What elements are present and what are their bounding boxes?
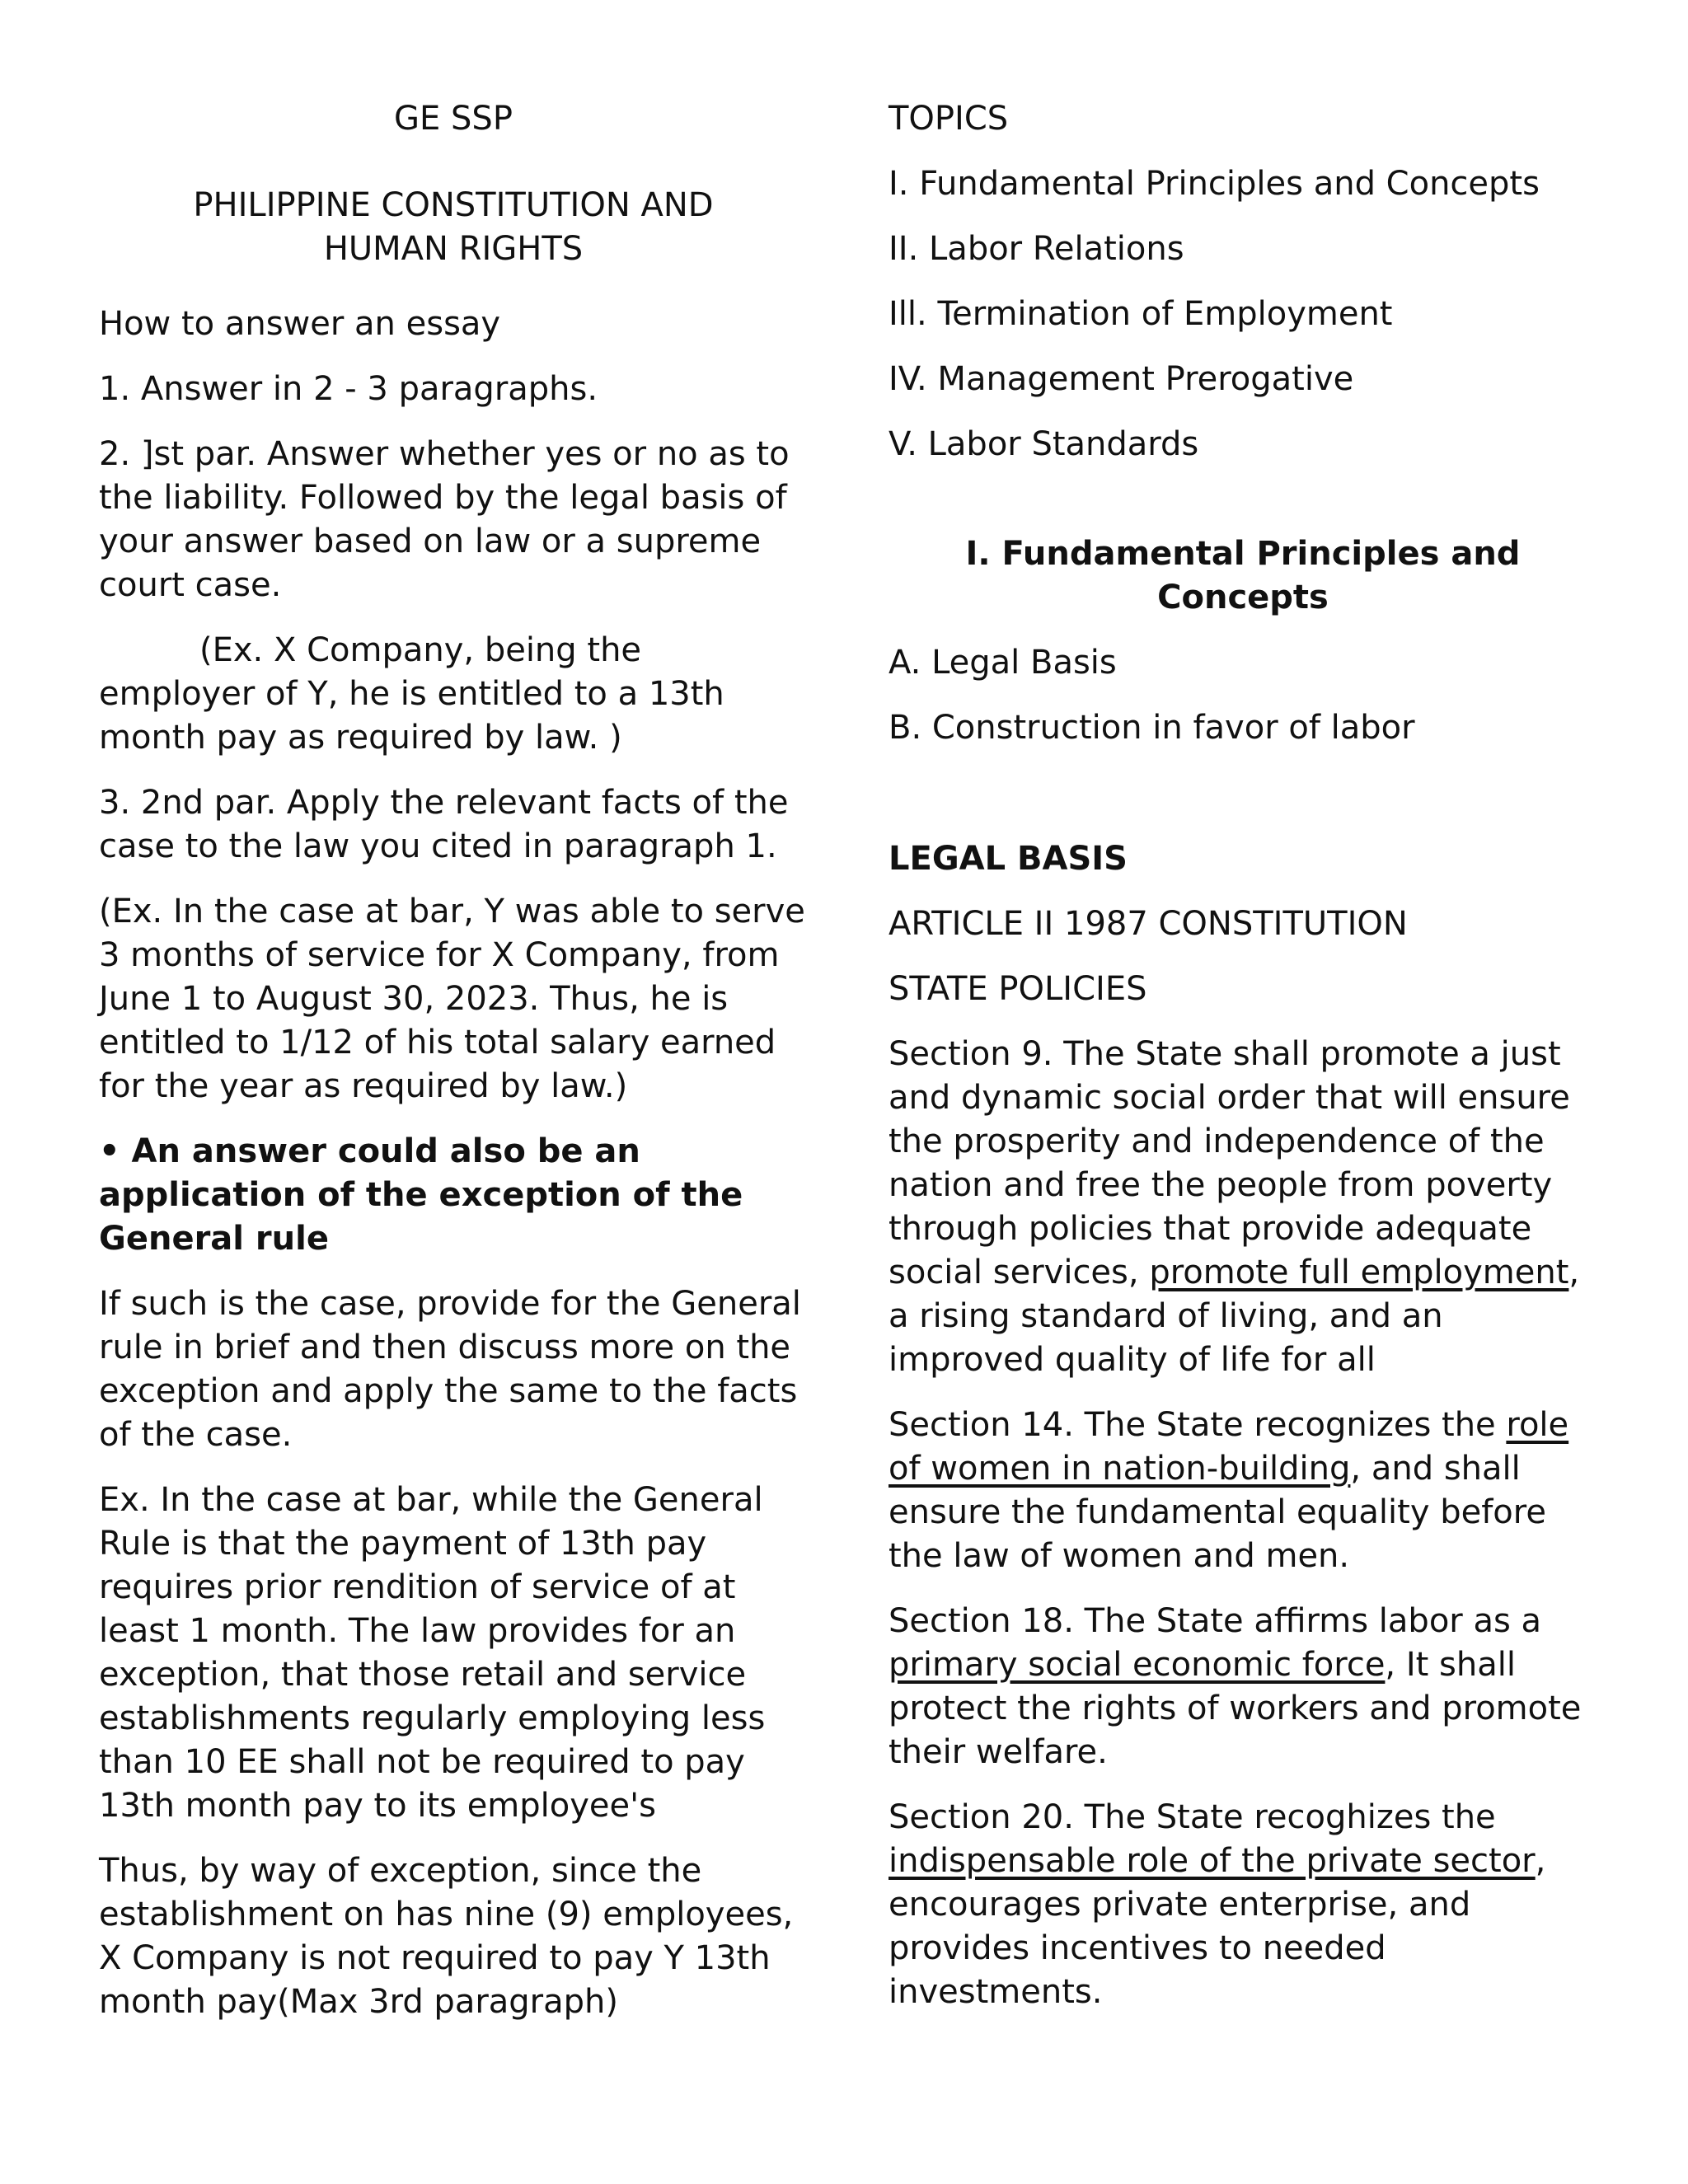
bullet-note-text: • An answer could also be an application of the exception of the General rule: [99, 1132, 743, 1258]
subtopic-item: B. Construction in favor of labor: [889, 709, 1415, 747]
course-title: [99, 184, 808, 271]
section-14-emphasis: role of women in nation-building: [889, 1406, 1569, 1488]
section-18: [889, 1600, 1597, 1774]
left-column: [99, 97, 808, 2046]
instruction-item-2: 2. ]st par. Answer whether yes or no as to the liability. Followed by the legal basis of your answer based on law or a supreme court case.: [99, 435, 790, 604]
section-18-rest: , It shall protect the rights of workers and promote their welfare.: [889, 1646, 1582, 1771]
course-code: GE SSP: [394, 100, 513, 138]
section-14-rest: , and shall ensure the fundamental equality before the law of women and men.: [889, 1450, 1546, 1575]
topic-item: IV. Management Prerogative: [889, 360, 1354, 398]
article-title: ARTICLE II 1987 CONSTITUTION: [889, 905, 1408, 943]
section-9: [889, 1033, 1597, 1382]
section-18-emphasis: primary social economic force: [889, 1646, 1386, 1684]
example-2: (Ex. In the case at bar, Y was able to serve 3 months of service for X Company, from June 1 to August 30, 2023. Thus, he is entitled to 1/12 of his total salary earned for the year as required by law.): [99, 893, 805, 1105]
section-9-rest: , a rising standard of living, and an improved quality of life for all: [889, 1254, 1580, 1379]
example-1: (Ex. X Company, being the employer of Y, he is entitled to a 13th month pay as required by law. ): [99, 631, 724, 757]
topic-item: Ill. Termination of Employment: [889, 295, 1393, 333]
topic-item: II. Labor Relations: [889, 230, 1184, 268]
course-title-line2: HUMAN RIGHTS: [323, 230, 584, 268]
course-title-line1: PHILIPPINE CONSTITUTION AND: [193, 186, 714, 224]
section-18-text: Section 18. The State affirms labor as a: [889, 1602, 1542, 1640]
conclusion-paragraph: Thus, by way of exception, since the establishment on has nine (9) employees, X Company is not required to pay Y 13th month pay(Max 3rd paragraph): [99, 1852, 794, 2021]
state-policies-title: STATE POLICIES: [889, 970, 1147, 1008]
bullet-note: [99, 1130, 808, 1261]
exception-paragraph: If such is the case, provide for the General rule in brief and then discuss more on the exception and apply the same to the facts of the case.: [99, 1285, 801, 1454]
section-14-text: Section 14. The State recognizes the: [889, 1406, 1507, 1444]
spacer: [889, 771, 1597, 837]
section-9-text: Section 9. The State shall promote a just and dynamic social order that will ensure the prosperity and independence of the nation and free the people from poverty through policies that provide adequate social services,: [889, 1035, 1570, 1291]
topic-item: V. Labor Standards: [889, 425, 1199, 463]
topics-heading: TOPICS: [889, 100, 1009, 138]
subtopic-item: A. Legal Basis: [889, 644, 1117, 682]
instruction-item-1: 1. Answer in 2 - 3 paragraphs.: [99, 370, 598, 408]
example-3: Ex. In the case at bar, while the General Rule is that the payment of 13th pay requires prior rendition of service of at least 1 month. The law provides for an exception, that those retail and service establishments regularly employing less than 10 EE shall not be required to pay 13th month pay to its employee's: [99, 1481, 766, 1825]
section-14: [889, 1404, 1597, 1578]
section-20-text: Section 20. The State recoghizes the: [889, 1798, 1496, 1836]
instruction-item-3: 3. 2nd par. Apply the relevant facts of the case to the law you cited in paragraph 1.: [99, 784, 789, 865]
section-9-emphasis: promote full employment: [1149, 1254, 1569, 1291]
section-20: [889, 1796, 1597, 2014]
legal-basis-heading: LEGAL BASIS: [889, 840, 1128, 878]
section-heading: I. Fundamental Principles and Concepts: [965, 535, 1521, 616]
section-20-rest: , encourages private enterprise, and provides incentives to needed investments.: [889, 1842, 1546, 2011]
right-column: [889, 97, 1597, 2036]
topic-item: I. Fundamental Principles and Concepts: [889, 165, 1540, 203]
essay-heading: How to answer an essay: [99, 305, 501, 343]
section-20-emphasis: indispensable role of the private sector: [889, 1842, 1536, 1880]
spacer: [889, 488, 1597, 532]
